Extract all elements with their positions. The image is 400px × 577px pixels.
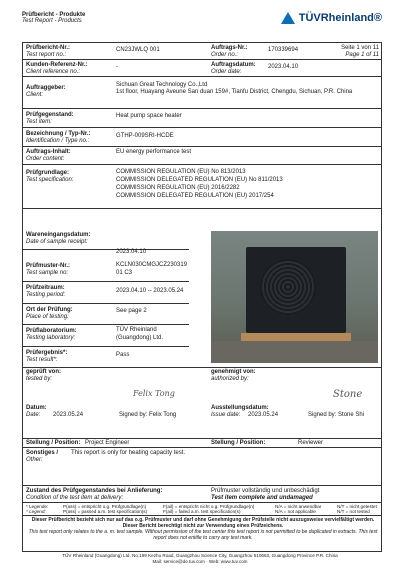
place-of-testing: See page 2 <box>116 308 147 314</box>
row-client <box>23 77 381 109</box>
label: Auftragsdatum: <box>211 62 256 68</box>
row-lab <box>23 325 189 347</box>
label: Prüfgegenstand: <box>26 112 74 118</box>
footer-address: TÜV Rheinland (Guangdong) Ltd. No.199 Kezhu Road, Guangzhou Science City, Guangzhou 510663, Guangdong Province P.R. China <box>62 553 338 558</box>
signed-left: Signed by: Felix Tong <box>119 412 177 418</box>
label-en: authorized by: <box>211 376 249 382</box>
position-right: Reviewer <box>298 440 324 446</box>
row-specification <box>23 165 381 209</box>
row-client-ref <box>23 60 381 77</box>
footer <box>0 553 400 565</box>
spec-4: COMMISSION DELEGATED REGULATION (EU) 2017/254 <box>116 193 274 199</box>
label: Auftrags-Nr.: <box>211 45 248 51</box>
row-position <box>23 438 381 448</box>
label: Kunden-Referenz-Nr.: <box>26 62 88 68</box>
date-value: 2023.05.24 <box>53 412 84 418</box>
spec-2: COMMISSION DELEGATED REGULATION (EU) No 811/2013 <box>116 177 283 183</box>
label: genehmigt von: <box>211 369 256 375</box>
signed-right: Signed by: Stone Shi <box>308 412 365 418</box>
legend-label-en: * Legend: <box>26 509 46 515</box>
page-de: Seite 1 von 11 <box>341 45 379 51</box>
label-en: Condition of the test item at delivery: <box>26 495 124 501</box>
condition-en: Test item complete and undamaged <box>211 495 313 501</box>
label: Wareneingangsdatum: <box>26 232 91 238</box>
sample-1: KCLN030CMGJCZ230319 <box>116 262 188 268</box>
legend-nt-en: N/T = not tested <box>337 509 370 515</box>
order-no: 170339694 <box>268 47 299 53</box>
legend-na-en: N/A = not applicable <box>275 509 316 515</box>
label-en: Date: <box>26 412 41 418</box>
label-en: Order no.: <box>211 52 239 58</box>
label-en: Test sample no: <box>26 270 69 276</box>
signature-block <box>23 367 381 439</box>
label: Bezeichnung / Typ-Nr.: <box>26 131 91 137</box>
row-result <box>23 347 189 367</box>
label: Stellung / Position: <box>211 440 266 446</box>
label: Datum: <box>26 405 47 411</box>
header-title-de: Prüfbericht - Produkte <box>22 12 86 18</box>
header-title-en: Test Report - Products <box>22 18 82 24</box>
label-en: Testing period: <box>26 292 66 298</box>
fan-icon <box>260 259 316 315</box>
floor <box>211 341 378 363</box>
label: Prüfergebnis*: <box>26 350 68 356</box>
order-date: 2023.04.10 <box>268 64 299 70</box>
legend-pass-en: P(ass) = passed a.m. test specification(s) <box>63 509 148 515</box>
legend-nt: N/T = nicht getestet <box>337 504 377 509</box>
test-item: Heat pump space heater <box>116 113 182 119</box>
signature-left: Felix Tong <box>133 389 175 398</box>
legend-pass: P(ass) = entspricht o.g. Prüfgrundlage(n) <box>63 504 147 509</box>
page-en: Page 1 of 11 <box>345 52 379 58</box>
label-en: Other: <box>26 457 43 463</box>
label-en: Test result*: <box>26 357 58 363</box>
sample-2: 01 C3 <box>116 270 133 276</box>
label-en: Client reference no.: <box>26 69 81 75</box>
heat-pump-photo <box>211 231 378 363</box>
lab-1: TÜV Rheinland <box>116 327 157 333</box>
type-no: GTHP-009SRI-HCDE <box>116 133 174 139</box>
label: Prüflaboratorium: <box>26 328 77 334</box>
signature-right: Stone <box>333 389 363 400</box>
client-ref: - <box>116 64 118 70</box>
label-en: Order content: <box>26 156 65 162</box>
label: Prüfmuster-Nr.: <box>26 263 71 269</box>
legend-label: * Legende: <box>26 504 49 509</box>
client-name: Sichuan Great Technology Co.,Ltd <box>116 82 208 88</box>
legend-fail: F(ail) = entspricht nicht o.g. Prüfgrundlage(n) <box>163 504 255 509</box>
row-type <box>23 128 381 147</box>
row-order-content <box>23 147 381 165</box>
issue-date: 2023.05.24 <box>248 412 279 418</box>
label: Prüfzeitraum: <box>26 285 65 291</box>
position-left: Project Engineer <box>85 440 130 446</box>
row-legend <box>23 503 381 516</box>
label: Stellung / Position: <box>26 440 81 446</box>
other-text: This report is only for heating capacity test. <box>71 450 186 456</box>
label-en: tested by: <box>26 376 53 382</box>
disclaimer <box>26 517 380 541</box>
label: geprüft von: <box>26 369 61 375</box>
report-table <box>22 42 382 552</box>
row-report-no <box>23 43 381 60</box>
label: Auftraggeber: <box>26 85 66 91</box>
legend-na: N/A = nicht anwendbar <box>275 504 322 509</box>
logo-text: TÜVRheinland® <box>298 12 382 24</box>
order-content: EU energy performance test <box>116 149 192 155</box>
spec-3: COMMISSION REGULATION (EU) 2016/2282 <box>116 185 240 191</box>
testing-period: 2023.04.10 -- 2023.05.24 <box>116 288 184 294</box>
row-other <box>23 448 381 486</box>
label-en: Test specification: <box>26 177 74 183</box>
label-en: Test item: <box>26 119 52 125</box>
label: Zustand des Prüfgegenstandes bei Anlieferung: <box>26 488 163 494</box>
client-address: 1st floor, Huayang Aveune San duan 159#, Tianfu District, Chengdu, Sichuan, P.R. China <box>116 89 353 95</box>
label-en: Client: <box>26 92 44 98</box>
row-receipt <box>23 229 189 250</box>
label-en: Order date: <box>211 69 242 75</box>
label-en: Identification / Type no.: <box>26 138 90 144</box>
triangle-icon <box>281 12 295 24</box>
label: Sonstiges / <box>26 450 59 456</box>
label: Ort der Prüfung: <box>26 307 73 313</box>
lab-2: (Guangdong) Ltd. <box>116 335 164 341</box>
tuv-logo <box>281 12 382 24</box>
disclaimer-de: Dieser Prüfbericht bezieht sich nur auf das o.g. Prüfmuster und darf ohne Genehmigung der Prüfstelle nicht auszugsweise vervielfältigt werden. Dieser Bericht berechtigt nicht zur Verwendung eines Prüfzeichens. <box>31 517 375 529</box>
spec-1: COMMISSION REGULATION (EU) No 813/2013 <box>116 169 246 175</box>
row-period <box>23 282 189 304</box>
label: Prüfbericht-Nr.: <box>26 45 71 51</box>
label: Ausstellungsdatum: <box>211 405 269 411</box>
test-result: Pass <box>116 352 130 358</box>
row-test-item <box>23 109 381 128</box>
condition-de: Prüfmuster vollständig und unbeschädigt <box>211 488 320 494</box>
label-en: Test report no.: <box>26 52 67 58</box>
receipt-date: 2023.04.10 <box>116 249 147 255</box>
pallet <box>241 333 351 341</box>
legend-fail-en: F(ail) = failed a.m. test specification(s) <box>163 509 241 515</box>
footer-contact: Mail: service@de.tuv.com · Web: www.tuv.com <box>152 559 248 564</box>
row-sample <box>23 260 189 282</box>
header <box>22 12 382 42</box>
row-condition <box>23 486 381 503</box>
label-en: Place of testing: <box>26 314 69 320</box>
label: Auftrags-Inhalt: <box>26 149 71 155</box>
row-place <box>23 304 189 325</box>
label: Prüfgrundlage: <box>26 170 69 176</box>
label-en: Issue date: <box>211 412 241 418</box>
label-en: Testing laboratory: <box>26 335 76 341</box>
heat-pump-unit <box>246 247 346 333</box>
report-no: CN23JWLQ 001 <box>116 47 160 53</box>
label-en: Date of sample receipt: <box>26 239 88 245</box>
disclaimer-en: This test report only relates to the a. m. test sample. Without permission of the test center this test report is not permitted to be duplicated in extracts. This test report does not entitle to carry any test mark. <box>28 529 378 541</box>
